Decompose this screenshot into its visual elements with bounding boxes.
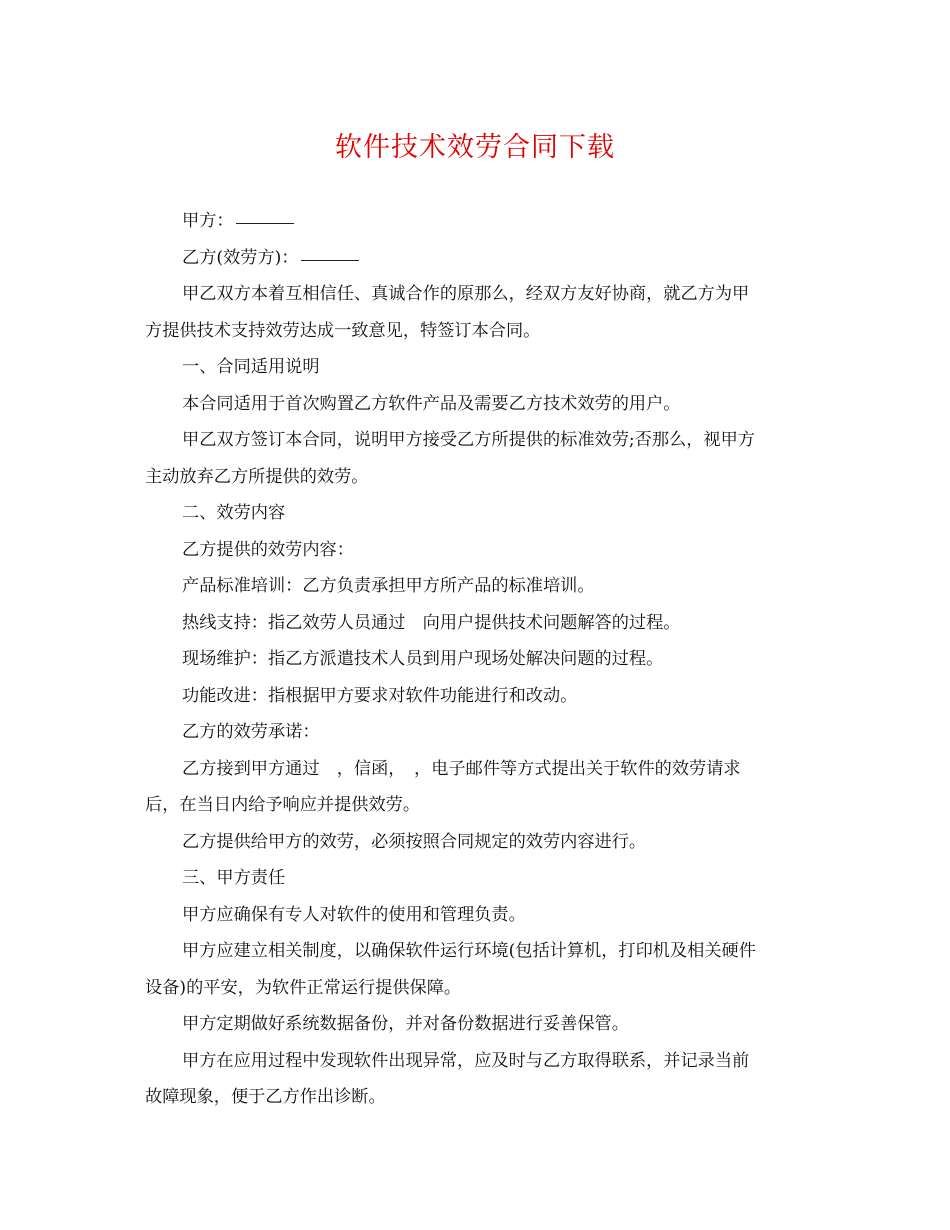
paragraph-text: 甲方在应用过程中发现软件出现异常，应及时与乙方取得联系，并记录当前 (182, 1050, 750, 1071)
paragraph-line (145, 751, 810, 788)
paragraph-text: 产品标准培训：乙方负责承担甲方所产品的标准培训。 (182, 576, 595, 596)
paragraph-line (145, 1079, 810, 1116)
paragraph-text: 乙方(效劳方)： (182, 247, 299, 268)
paragraph-text: 故障现象，便于乙方作出诊断。 (145, 1087, 386, 1107)
paragraph-line (145, 933, 810, 970)
paragraph-line (145, 1006, 810, 1043)
fill-in-blank (236, 201, 294, 224)
paragraph-text: 二、效劳内容 (182, 503, 286, 523)
paragraph-line (145, 203, 810, 240)
paragraph-text: 本合同适用于首次购置乙方软件产品及需要乙方技术效劳的用户。 (182, 393, 681, 414)
paragraph-text: 甲乙双方本着互相信任、真诚合作的原那么，经双方友好协商，就乙方为甲 (182, 284, 750, 304)
paragraph-line (145, 349, 810, 386)
paragraph-text: 方提供技术支持效劳达成一致意见，特签订本合同。 (145, 320, 541, 341)
paragraph-text: 一、合同适用说明 (182, 357, 320, 377)
paragraph-line (145, 824, 810, 861)
paragraph-line (145, 641, 810, 678)
paragraph-line (145, 605, 810, 642)
paragraph-text: 热线支持：指乙效劳人员通过 向用户提供技术问题解答的过程。 (182, 612, 681, 633)
paragraph-line (145, 240, 810, 277)
paragraph-text: 现场维护：指乙方派遣技术人员到用户现场处解决问题的过程。 (182, 649, 664, 669)
document-title: 软件技术效劳合同下载 (335, 132, 615, 163)
paragraph-line (145, 532, 810, 569)
paragraph-line (145, 714, 810, 751)
paragraph-line (145, 276, 810, 313)
paragraph-text: 三、甲方责任 (182, 868, 286, 888)
paragraph-text: 乙方接到甲方通过 ，信函， ，电子邮件等方式提出关于软件的效劳请求 (182, 758, 741, 779)
paragraph-line (145, 313, 810, 350)
paragraph-text: 甲乙双方签订本合同，说明甲方接受乙方所提供的标准效劳;否那么，视甲方 (182, 430, 755, 450)
paragraph-line (145, 422, 810, 459)
paragraph-line (145, 495, 810, 532)
paragraph-text: 后，在当日内给予响应并提供效劳。 (145, 795, 421, 815)
document-body (145, 203, 810, 1116)
paragraph-text: 乙方提供给甲方的效劳，必须按照合同规定的效劳内容进行。 (182, 831, 647, 852)
paragraph-text: 功能改进：指根据甲方要求对软件功能进行和改动。 (182, 685, 578, 706)
paragraph-text: 甲方定期做好系统数据备份，并对备份数据进行妥善保管。 (182, 1014, 629, 1034)
fill-in-blank (301, 238, 359, 261)
paragraph-line (145, 860, 810, 897)
paragraph-line (145, 386, 810, 423)
paragraph-text: 甲方： (182, 211, 234, 231)
paragraph-text: 甲方应建立相关制度，以确保软件运行环境(包括计算机，打印机及相关硬件 (182, 941, 756, 961)
paragraph-line (145, 897, 810, 934)
paragraph-text: 乙方的效劳承诺： (182, 722, 320, 742)
paragraph-line (145, 678, 810, 715)
paragraph-line (145, 1043, 810, 1080)
paragraph-text: 甲方应确保有专人对软件的使用和管理负责。 (182, 904, 526, 925)
paragraph-line (145, 787, 810, 824)
paragraph-line (145, 459, 810, 496)
paragraph-text: 乙方提供的效劳内容： (182, 539, 354, 560)
paragraph-text: 设备)的平安，为软件正常运行提供保障。 (145, 977, 462, 998)
paragraph-line (145, 568, 810, 605)
paragraph-line (145, 970, 810, 1007)
paragraph-text: 主动放弃乙方所提供的效劳。 (145, 466, 369, 487)
